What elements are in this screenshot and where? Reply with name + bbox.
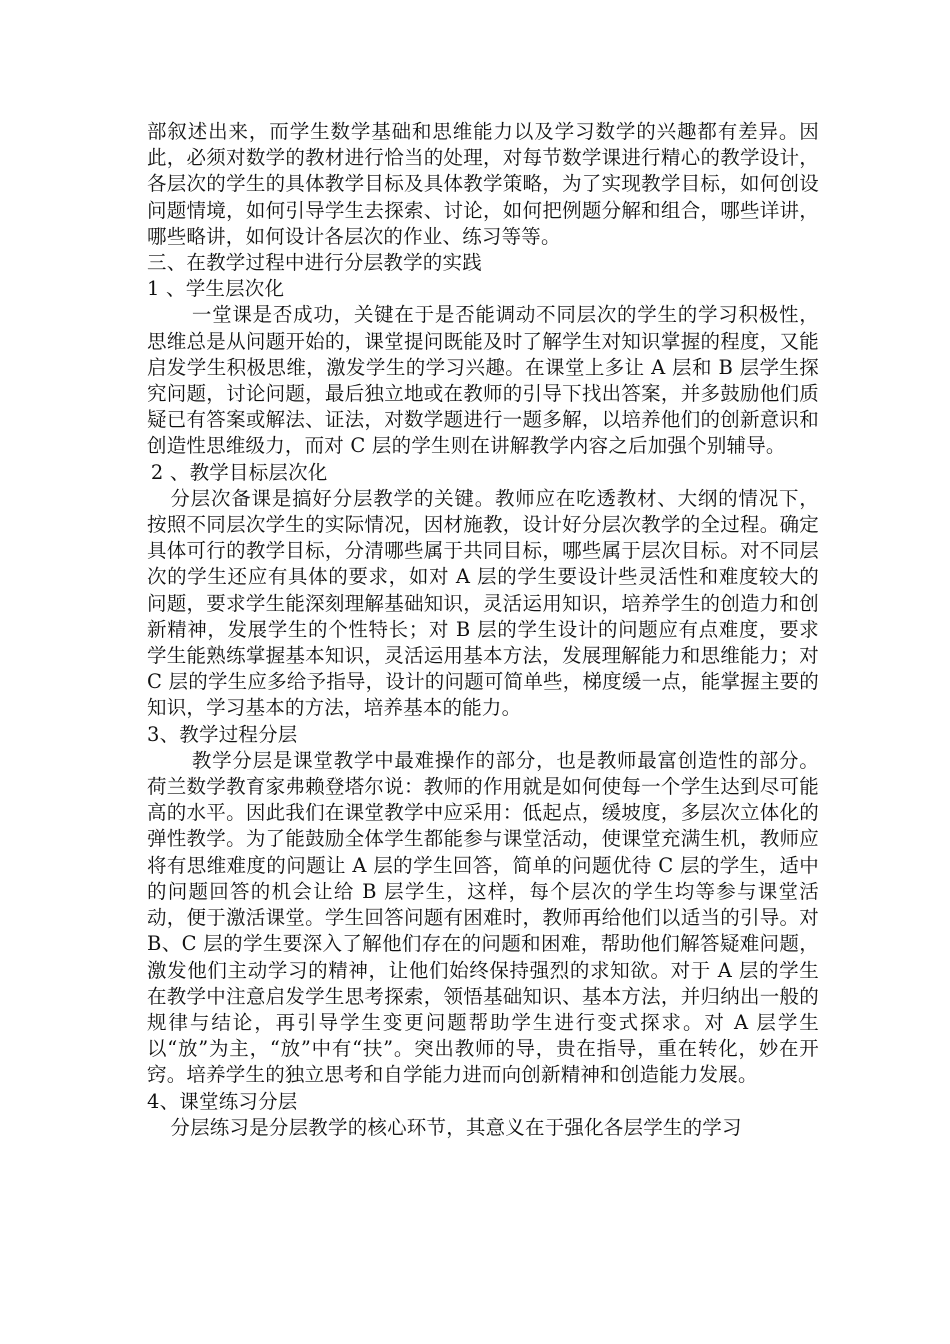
paragraph-teaching-process: 教学分层是课堂教学中最难操作的部分，也是教师最富创造性的部分。荷兰数学教育家弗赖登塔尔说：教师的作用就是如何使每一个学生达到尽可能高的水平。因此我们在课堂教学中应采用：低起点，缓坡度，多层次立体化的弹性教学。为了能鼓励全体学生都能参与课堂活动，使课堂充满生机，教师应将有思维难度的问题让 A 层的学生回答，简单的问题优待 C 层的学生，适中的问题回答的机会让给 B 层学生，这样，每个层次的学生均等参与课堂活动，便于激活课堂。学生回答问题有困难时，教师再给他们以适当的引导。对 B、C 层的学生要深入了解他们存在的问题和困难，帮助他们解答疑难问题，激发他们主动学习的精神，让他们始终保持强烈的求知欲。对于 A 层的学生在教学中注意启发学生思考探索，领悟基础知识、基本方法，并归纳出一般的规律与结论，再引导学生变更问题帮助学生进行变式探求。对 A 层学生以“放”为主，“放”中有“扶”。突出教师的导，贵在指导，重在转化，妙在开窍。培养学生的独立思考和自学能力进而向创新精神和创造能力发展。 xyxy=(147,748,819,1087)
subheading-teaching-goals: 2 、教学目标层次化 xyxy=(150,460,328,484)
paragraph-student-levels: 一堂课是否成功，关键在于是否能调动不同层次的学生的学习积极性，思维总是从问题开始的，课堂提问既能及时了解学生对知识掌握的程度，又能启发学生积极思维，激发学生的学习兴趣。在课堂上多让 A 层和 B 层学生探究问题，讨论问题，最后独立地或在教师的引导下找出答案，并多鼓励他们质疑已有答案或解法、证法，对数学题进行一题多解，以培养他们的创新意识和创造性思维级力，而对 C 层的学生则在讲解教学内容之后加强个别辅导。 xyxy=(147,303,819,458)
paragraph-classroom-exercises: 分层练习是分层教学的核心环节，其意义在于强化各层学生的学习 xyxy=(170,1115,742,1139)
subheading-teaching-process: 3、教学过程分层 xyxy=(147,722,298,746)
section-heading-3: 三、在教学过程中进行分层教学的实践 xyxy=(147,251,482,275)
document-body xyxy=(147,119,819,1141)
subheading-student-levels: 1 、学生层次化 xyxy=(147,277,285,301)
subheading-classroom-exercises: 4、课堂练习分层 xyxy=(147,1089,298,1113)
paragraph-continuation: 部叙述出来，而学生数学基础和思维能力以及学习数学的兴趣都有差异。因此，必须对数学的教材进行恰当的处理，对每节数学课进行精心的教学设计，各层次的学生的具体教学目标及具体教学策略，为了实现教学目标，如何创设问题情境，如何引导学生去探索、讨论，如何把例题分解和组合，哪些详讲，哪些略讲，如何设计各层次的作业、练习等等。 xyxy=(147,120,819,248)
paragraph-teaching-goals: 分层次备课是搞好分层教学的关键。教师应在吃透教材、大纲的情况下，按照不同层次学生的实际情况，因材施教，设计好分层次教学的全过程。确定具体可行的教学目标，分清哪些属于共同目标，哪些属于层次目标。对不同层次的学生还应有具体的要求，如对 A 层的学生要设计些灵活性和难度较大的问题，要求学生能深刻理解基础知识，灵活运用知识，培养学生的创造力和创新精神，发展学生的个性特长；对 B 层的学生设计的问题应有点难度，要求学生能熟练掌握基本知识，灵活运用基本方法，发展理解能力和思维能力；对 C 层的学生应多给予指导，设计的问题可简单些，梯度缓一点，能掌握主要的知识，学习基本的方法，培养基本的能力。 xyxy=(147,486,819,720)
